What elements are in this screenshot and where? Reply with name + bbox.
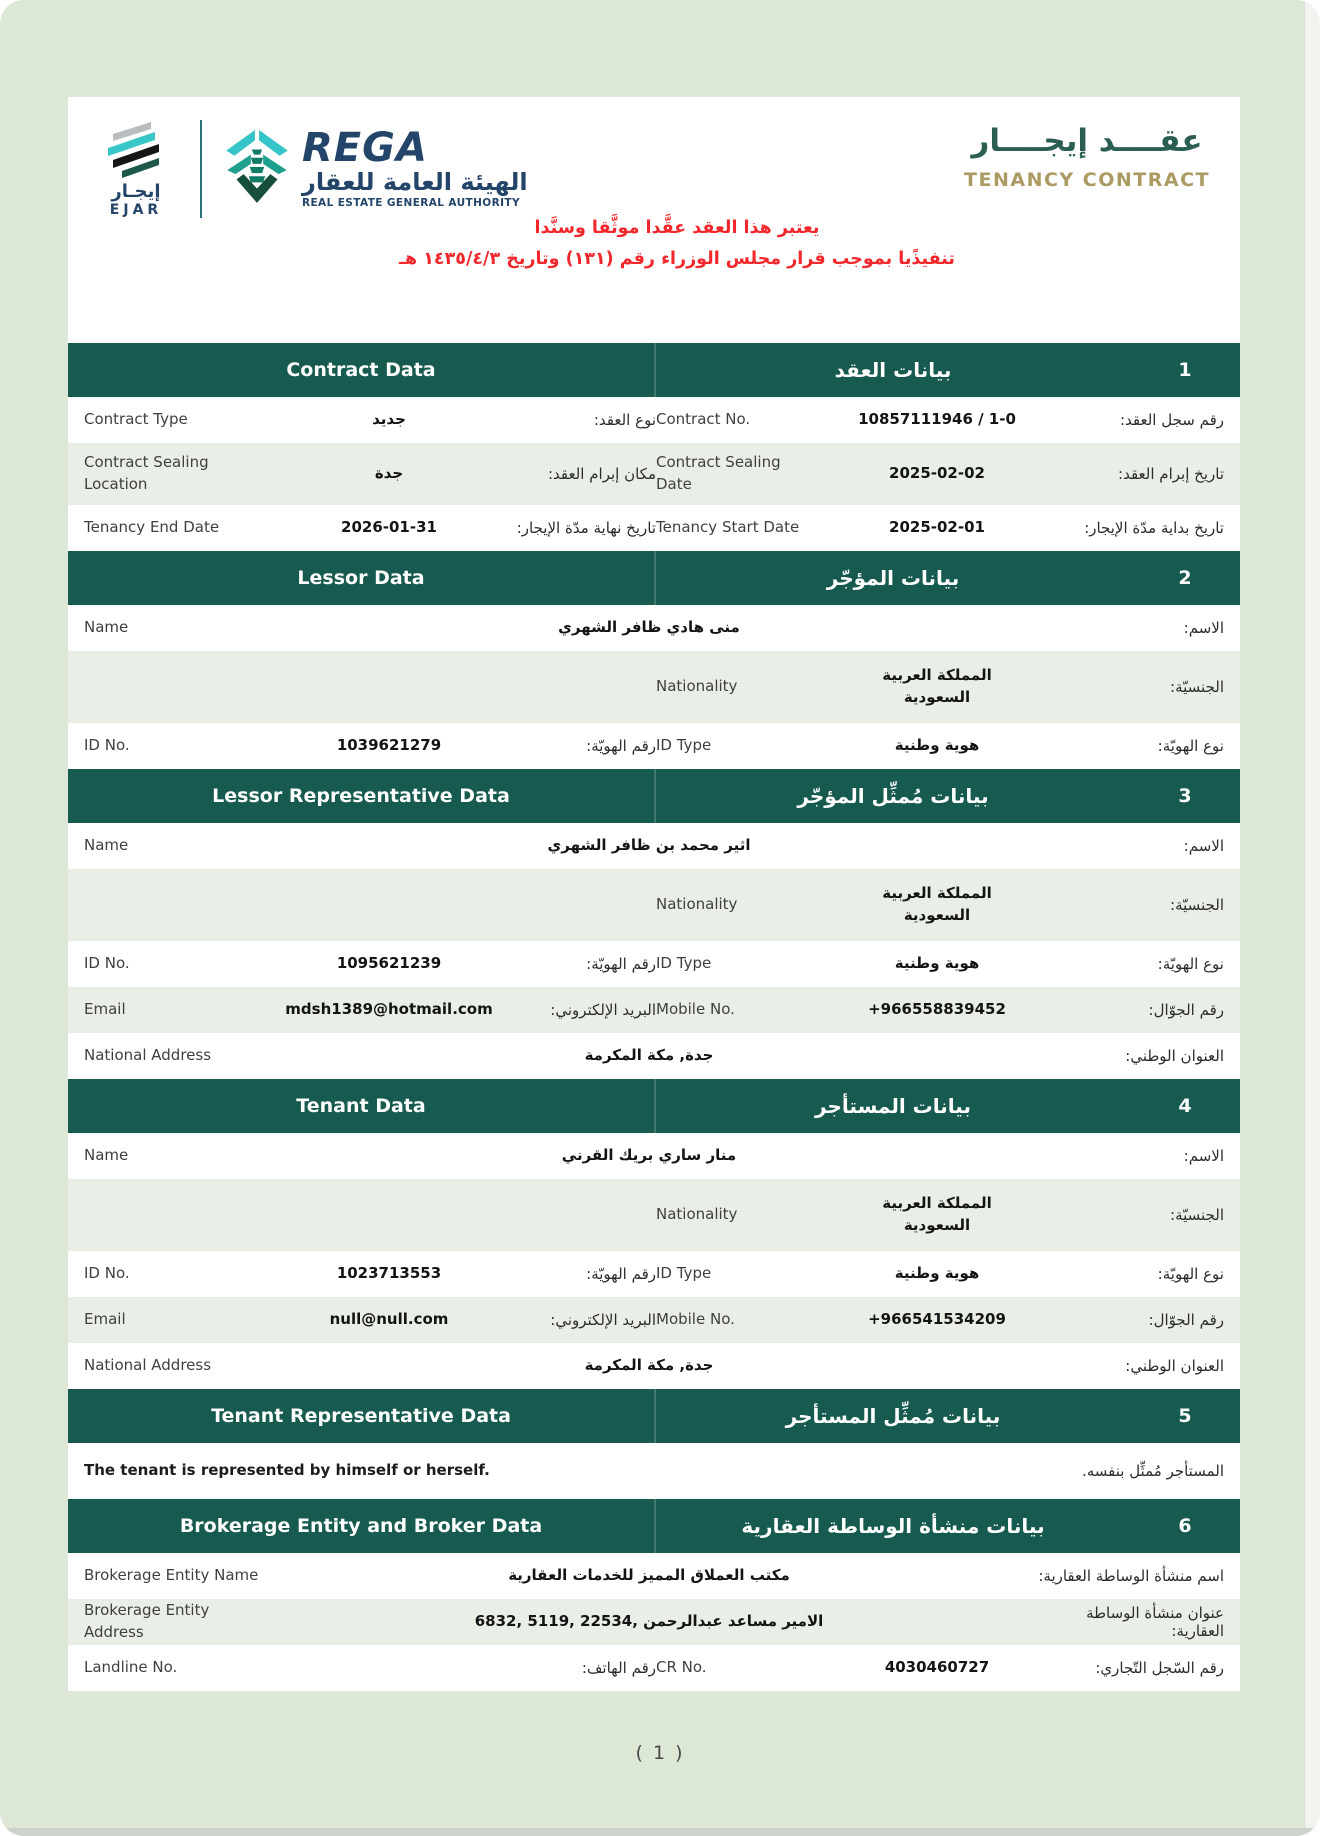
- field-value: 1095621239: [336, 954, 442, 973]
- field-label-en: Contract No.: [656, 410, 751, 429]
- field-label-en: Contract Type: [84, 410, 188, 429]
- legal-notice-line2: تنفيذًيا بموجب قرار مجلس الوزراء رقم (١٣١) وتاريخ ١٤٣٥/٤/٣ هـ: [399, 249, 955, 269]
- ejar-name-latin: EJAR: [109, 202, 163, 218]
- field-label-en: ID Type: [656, 736, 712, 755]
- field-label-en: Landline No.: [84, 1658, 178, 1677]
- logo-divider: [200, 120, 202, 218]
- table-row: [68, 1343, 1240, 1389]
- table-row: [68, 723, 1240, 769]
- table-row: [68, 1553, 1240, 1599]
- field-label-ar: الجنسيّة:: [1170, 678, 1224, 696]
- field-label-en: National Address: [84, 1046, 212, 1065]
- section-title-en: Brokerage Entity and Broker Data: [179, 1515, 543, 1537]
- field-value: جدة: [374, 464, 404, 483]
- table-row: [68, 941, 1240, 987]
- field-label-ar: عنوان منشأة الوساطة العقارية:: [1086, 1604, 1224, 1640]
- section-header-tenant-representative: [68, 1389, 1240, 1443]
- field-label-en: Email: [84, 1000, 126, 1019]
- section-header-lessor-representative: [68, 769, 1240, 823]
- field-label-ar: البريد الإلكتروني:: [550, 1001, 656, 1019]
- table-row: [68, 1133, 1240, 1179]
- table-row: [68, 869, 1240, 941]
- field-label-en: Email: [84, 1310, 126, 1329]
- field-label-en: Name: [84, 836, 129, 855]
- field-label-ar: رقم الجوّال:: [1148, 1311, 1224, 1329]
- field-value: هوية وطنية: [894, 1264, 980, 1283]
- field-label-en: Mobile No.: [656, 1000, 735, 1019]
- field-value: جدة, مكة المكرمة: [584, 1356, 714, 1375]
- bottom-edge: [0, 1828, 1320, 1836]
- rega-name-arabic: الهيئة العامة للعقار: [302, 168, 528, 197]
- field-label-ar: نوع العقد:: [593, 411, 656, 429]
- section-number: 5: [1178, 1405, 1192, 1427]
- field-label-ar: رقم الهويّة:: [586, 1265, 656, 1283]
- field-value: 2025-02-02: [889, 464, 985, 483]
- rega-acronym: REGA: [302, 125, 428, 172]
- legal-notice-line1: يعتبر هذا العقد عقَّدا موثَّقا وسنَّدا: [534, 218, 820, 238]
- table-row: [68, 1033, 1240, 1079]
- field-label-ar: البريد الإلكتروني:: [550, 1311, 656, 1329]
- field-label-ar: رقم الهويّة:: [586, 737, 656, 755]
- logo-group: [94, 119, 528, 218]
- table-row: [68, 823, 1240, 869]
- field-label-en: Tenancy End Date: [84, 518, 220, 537]
- field-value: منار ساري بريك القرني: [561, 1146, 737, 1165]
- field-value: +966541534209: [868, 1310, 1006, 1329]
- field-label-en: CR No.: [656, 1658, 707, 1677]
- section-title-ar: بيانات منشأة الوساطة العقارية: [654, 1499, 1130, 1553]
- field-label-ar: الجنسيّة:: [1170, 896, 1224, 914]
- field-label-ar: الاسم:: [1183, 1147, 1224, 1165]
- field-label-en: Brokerage Entity Name: [84, 1566, 259, 1585]
- field-value: هوية وطنية: [894, 736, 980, 755]
- document-header: [68, 97, 1240, 343]
- field-label-en: Nationality: [656, 1205, 738, 1224]
- field-label-en: Mobile No.: [656, 1310, 735, 1329]
- table-row: [68, 1645, 1240, 1691]
- field-value: 10857111946 / 1-0: [858, 410, 1016, 429]
- field-label-ar: الجنسيّة:: [1170, 1206, 1224, 1224]
- legal-notice: [114, 213, 1240, 275]
- ejar-stripes-icon: [94, 119, 178, 179]
- field-label-en: Name: [84, 618, 129, 637]
- representation-note-ar: المستأجر مُمثِّل بنفسه.: [1081, 1462, 1224, 1480]
- table-row: [68, 397, 1240, 443]
- field-label-ar: تاريخ بداية مدّة الإيجار:: [1084, 519, 1224, 537]
- field-value: 1039621279: [336, 736, 442, 755]
- section-title-ar: بيانات المستأجر: [654, 1079, 1130, 1133]
- contract-title-block: [964, 123, 1210, 191]
- table-row: [68, 1599, 1240, 1645]
- field-label-ar: العنوان الوطني:: [1125, 1047, 1224, 1065]
- contract-title-english: TENANCY CONTRACT: [964, 169, 1210, 191]
- field-label-en: Nationality: [656, 677, 738, 696]
- scrollbar[interactable]: [1304, 0, 1320, 1836]
- field-label-en: Tenancy Start Date: [656, 518, 800, 537]
- field-value: جدة, مكة المكرمة: [584, 1046, 714, 1065]
- field-value: 1023713553: [336, 1264, 442, 1283]
- field-label-ar: رقم الجوّال:: [1148, 1001, 1224, 1019]
- field-value: منى هادي ظافر الشهري: [558, 618, 740, 637]
- field-label-en: ID No.: [84, 954, 130, 973]
- field-label-ar: نوع الهويّة:: [1157, 955, 1224, 973]
- page-number: ( 1 ): [635, 1742, 685, 1764]
- field-label-ar: رقم الهويّة:: [586, 955, 656, 973]
- section-number: 1: [1178, 359, 1192, 381]
- field-label-en: ID Type: [656, 1264, 712, 1283]
- ejar-name-arabic: إيجـار: [111, 181, 161, 202]
- field-label-ar: العنوان الوطني:: [1125, 1357, 1224, 1375]
- field-label-en: ID Type: [656, 954, 712, 973]
- table-row: [68, 651, 1240, 723]
- table-row: [68, 605, 1240, 651]
- field-label-ar: رقم سجل العقد:: [1119, 411, 1224, 429]
- field-label-en: Contract Sealing Date: [656, 453, 781, 493]
- table-row: [68, 1443, 1240, 1499]
- contract-document: [68, 97, 1240, 1691]
- section-header-contract-data: [68, 343, 1240, 397]
- rega-logo: [224, 125, 528, 210]
- section-title-ar: بيانات مُمثِّل المؤجّر: [654, 769, 1130, 823]
- field-value: مكتب العملاق المميز للخدمات العقارية: [508, 1566, 790, 1585]
- section-header-tenant-data: [68, 1079, 1240, 1133]
- section-title-en: Contract Data: [286, 359, 436, 381]
- field-value: هوية وطنية: [894, 954, 980, 973]
- table-row: [68, 443, 1240, 505]
- table-row: [68, 505, 1240, 551]
- field-label-ar: الاسم:: [1183, 837, 1224, 855]
- section-title-ar: بيانات العقد: [654, 343, 1130, 397]
- rega-palm-icon: [224, 128, 290, 210]
- field-value: 6832, 5119, 22534, الامير مساعد عبدالرحمن: [474, 1612, 824, 1631]
- field-value: جديد: [372, 410, 406, 429]
- field-label-en: ID No.: [84, 736, 130, 755]
- field-label-ar: اسم منشأة الوساطة العقارية:: [1038, 1567, 1224, 1585]
- section-title-en: Lessor Data: [297, 567, 425, 589]
- field-label-ar: نوع الهويّة:: [1157, 1265, 1224, 1283]
- field-value: +966558839452: [868, 1000, 1006, 1019]
- field-value: 2025-02-01: [889, 518, 985, 537]
- table-row: [68, 1297, 1240, 1343]
- table-row: [68, 1251, 1240, 1297]
- field-label-ar: رقم السّجل التّجاري:: [1095, 1659, 1224, 1677]
- section-number: 3: [1178, 785, 1192, 807]
- field-value: المملكة العربية السعودية: [882, 1194, 992, 1234]
- table-row: [68, 987, 1240, 1033]
- section-header-lessor-data: [68, 551, 1240, 605]
- field-value: اثير محمد بن ظافر الشهري: [547, 836, 751, 855]
- field-value: mdsh1389@hotmail.com: [285, 1000, 493, 1019]
- field-value: null@null.com: [329, 1310, 449, 1329]
- field-label-ar: رقم الهاتف:: [581, 1659, 656, 1677]
- field-value: 2026-01-31: [341, 518, 437, 537]
- section-title-en: Tenant Representative Data: [211, 1405, 511, 1427]
- field-value: المملكة العربية السعودية: [882, 884, 992, 924]
- field-label-en: ID No.: [84, 1264, 130, 1283]
- section-title-en: Tenant Data: [296, 1095, 426, 1117]
- field-label-en: National Address: [84, 1356, 212, 1375]
- section-number: 2: [1178, 567, 1192, 589]
- field-label-en: Name: [84, 1146, 129, 1165]
- ejar-logo: [94, 119, 178, 218]
- field-label-en: Brokerage Entity Address: [84, 1601, 210, 1641]
- field-label-ar: تاريخ إبرام العقد:: [1118, 465, 1224, 483]
- contract-title-arabic: عقــــد إيجــــار: [971, 123, 1203, 159]
- field-label-ar: الاسم:: [1183, 619, 1224, 637]
- section-number: 4: [1178, 1095, 1192, 1117]
- section-title-en: Lessor Representative Data: [212, 785, 510, 807]
- representation-note-en: The tenant is represented by himself or herself.: [84, 1461, 490, 1480]
- section-header-brokerage: [68, 1499, 1240, 1553]
- field-label-en: Nationality: [656, 895, 738, 914]
- field-value: 4030460727: [884, 1658, 990, 1677]
- field-label-ar: نوع الهويّة:: [1157, 737, 1224, 755]
- section-title-ar: بيانات مُمثِّل المستأجر: [654, 1389, 1130, 1443]
- field-label-ar: تاريخ نهاية مدّة الإيجار:: [516, 519, 656, 537]
- field-value: المملكة العربية السعودية: [882, 666, 992, 706]
- field-label-en: Contract Sealing Location: [84, 453, 209, 493]
- field-label-ar: مكان إبرام العقد:: [547, 465, 656, 483]
- section-title-ar: بيانات المؤجّر: [654, 551, 1130, 605]
- rega-name-latin: REAL ESTATE GENERAL AUTHORITY: [302, 196, 520, 209]
- section-number: 6: [1178, 1515, 1192, 1537]
- table-row: [68, 1179, 1240, 1251]
